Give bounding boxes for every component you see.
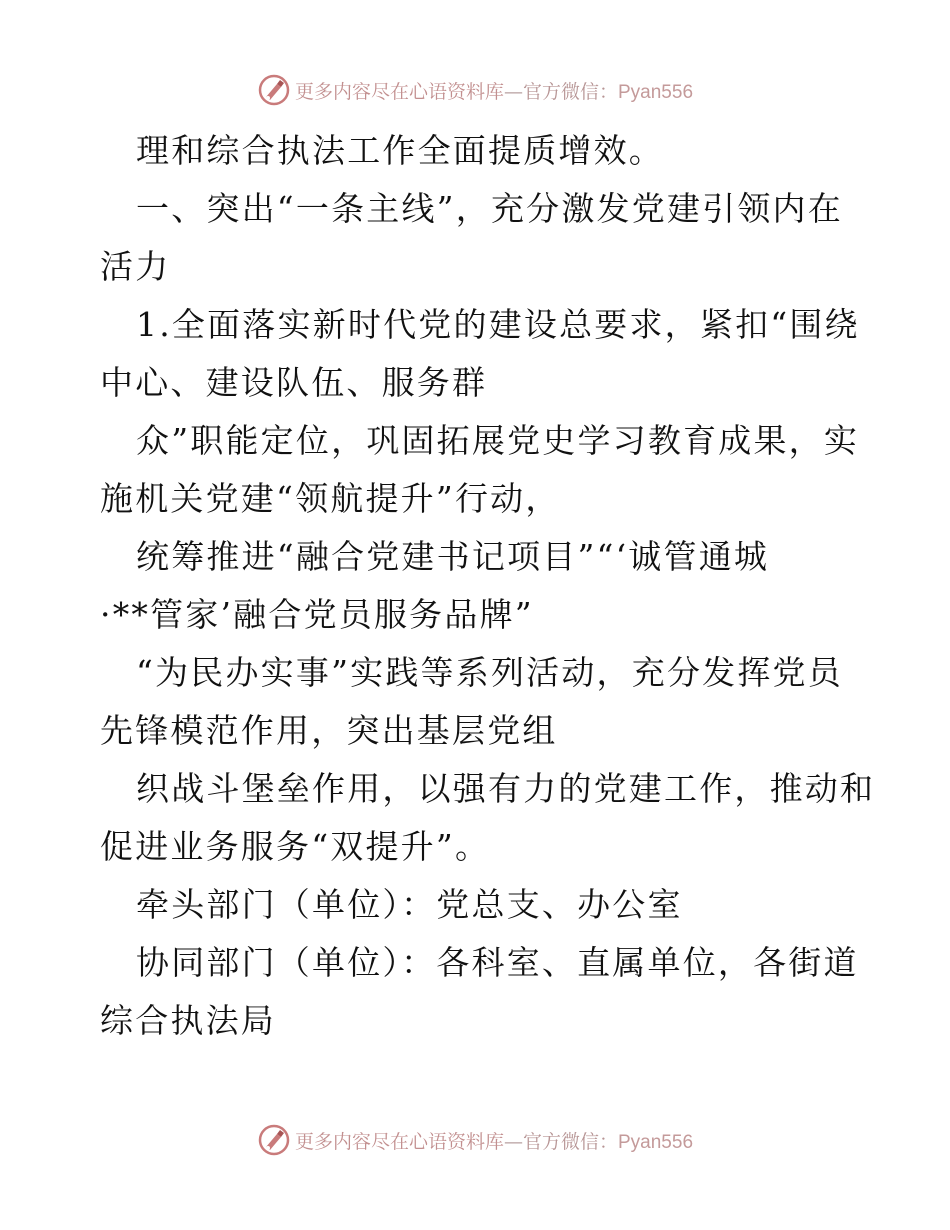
watermark-dash: — <box>503 1130 523 1153</box>
watermark-text <box>295 77 693 104</box>
text-line: 施机关党建“领航提升”行动， <box>100 479 561 518</box>
pen-logo-icon <box>257 1123 291 1157</box>
watermark-main-text: 更多内容尽在心语资料库 <box>294 1130 504 1153</box>
text-line: 促进业务服务“双提升”。 <box>100 827 491 866</box>
text-line: 织战斗堡垒作用，以强有力的党建工作，推动和 <box>136 769 876 808</box>
text-line: 活力 <box>100 247 171 286</box>
pen-logo-icon <box>257 73 291 107</box>
watermark-header <box>0 70 950 110</box>
text-line: 牵头部门（单位）：党总支、办公室 <box>136 885 683 924</box>
watermark-wechat-id: Pyan556 <box>618 81 694 103</box>
text-line: “为民办实事”实践等系列活动，充分发挥党员 <box>136 653 843 692</box>
text-line: 理和综合执法工作全面提质增效。 <box>136 131 664 170</box>
watermark-wechat-label: 官方微信： <box>522 1130 618 1153</box>
text-line: 协同部门（单位）：各科室、直属单位，各街道 <box>136 943 859 982</box>
text-line: 综合执法局 <box>100 1001 276 1040</box>
text-line: 众”职能定位，巩固拓展党史学习教育成果，实 <box>136 421 860 460</box>
text-line: 先锋模范作用，突出基层党组 <box>100 711 558 750</box>
text-line: 中心、建设队伍、服务群 <box>100 363 488 402</box>
text-line: ·**管家’融合党员服务品牌” <box>100 595 534 634</box>
watermark-wechat-id: Pyan556 <box>618 1131 694 1153</box>
text-line: 1.全面落实新时代党的建设总要求，紧扣“围绕 <box>136 305 860 344</box>
watermark-dash: — <box>503 80 523 103</box>
text-line: 统筹推进“融合党建书记项目”“‘诚管通城 <box>136 537 770 576</box>
watermark-footer <box>0 1120 950 1160</box>
text-line: 一、突出“一条主线”，充分激发党建引领内在 <box>136 189 843 228</box>
watermark-main-text: 更多内容尽在心语资料库 <box>294 80 504 103</box>
watermark-text <box>295 1127 693 1154</box>
watermark-wechat-label: 官方微信： <box>522 80 618 103</box>
document-body <box>100 122 876 1050</box>
